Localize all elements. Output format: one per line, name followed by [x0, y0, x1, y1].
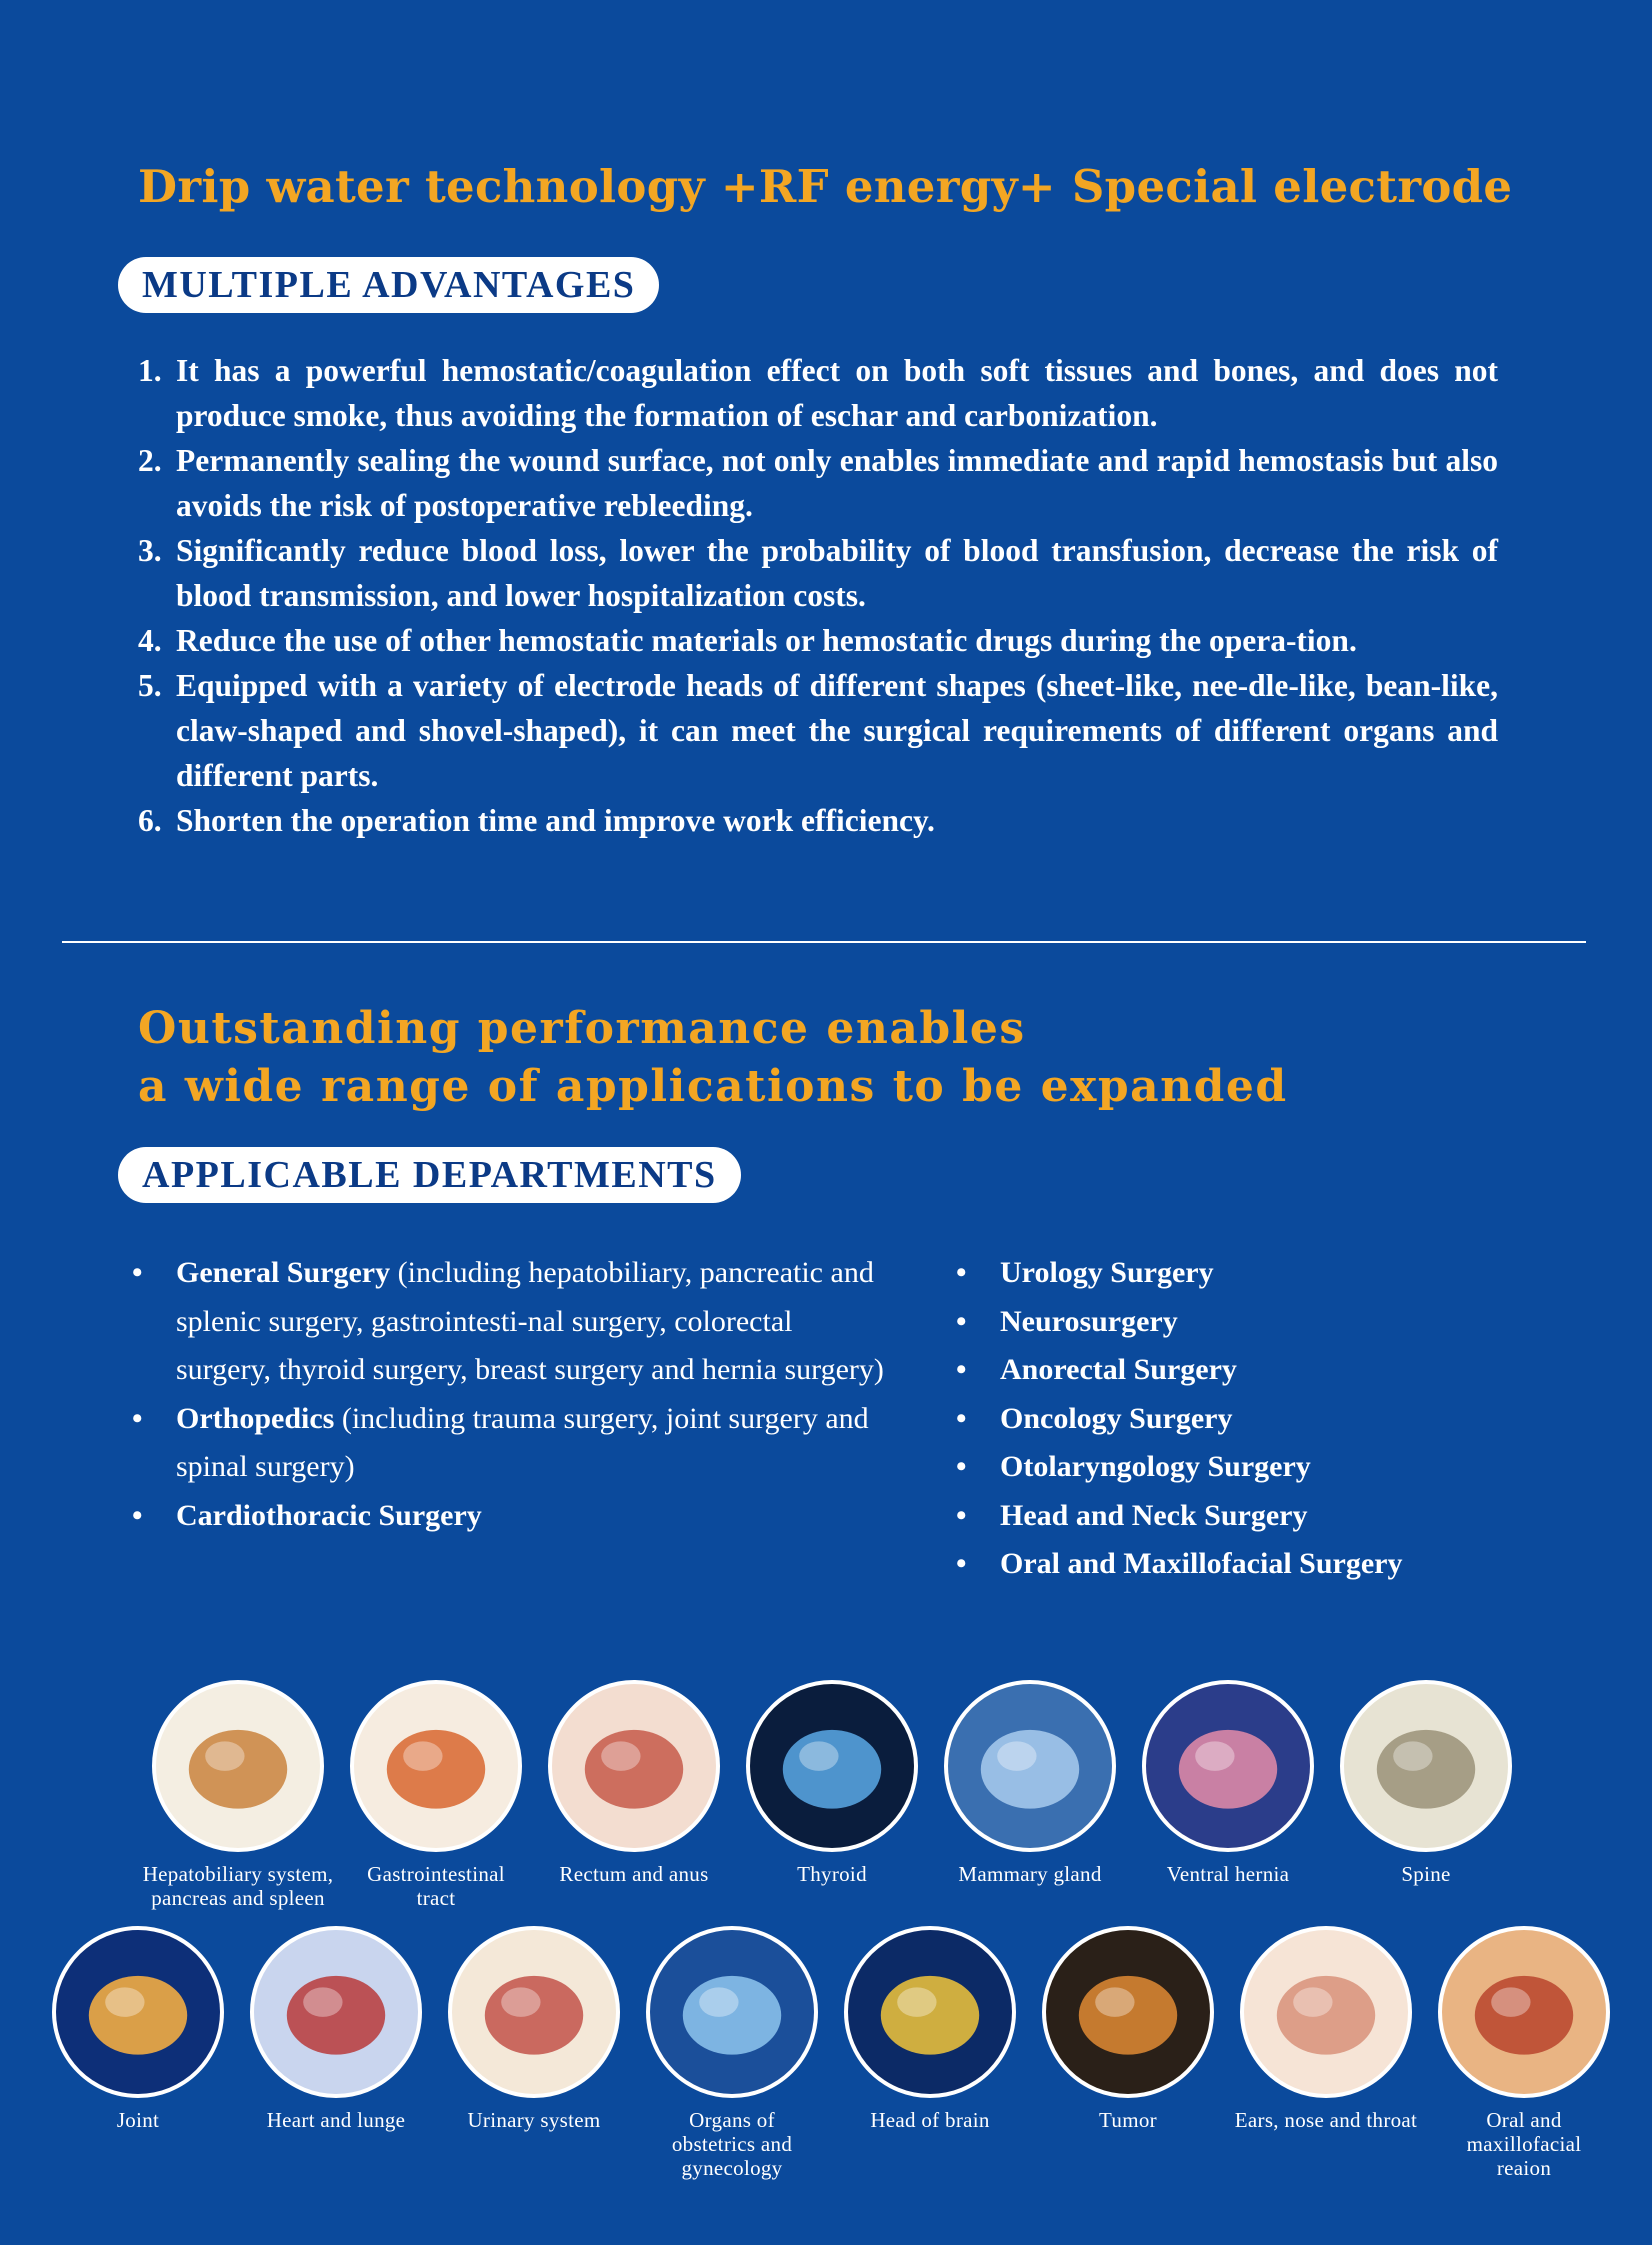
list-item: • Anorectal Surgery [956, 1353, 1237, 1386]
rectum-icon [548, 1680, 720, 1852]
organ-caption-line: Ventral hernia [1166, 1862, 1290, 1886]
organ-caption-line: maxillofacial [1466, 2132, 1582, 2156]
list-item: • General Surgery (including hepatobiliary, pancreatic and splenic surgery, gastrointesti-nal surgery, colorectal surgery, thyroid surgery, breast surgery and hernia surgery) [132, 1256, 884, 1386]
department-name: Cardiothoracic Surgery [176, 1498, 482, 1532]
face-icon [1438, 1926, 1610, 2098]
organ-gallery-row-1 [0, 1680, 1652, 1910]
department-detail: (including trauma surgery, joint surgery and spinal surgery) [176, 1401, 869, 1483]
list-item: 4. Reduce the use of other hemostatic materials or hemostatic drugs during the opera-tion. [138, 623, 1357, 658]
organ-caption [632, 2108, 832, 2180]
brain-icon [844, 1926, 1016, 2098]
organ-caption-line: Thyroid [797, 1862, 867, 1886]
organ-caption-line: obstetrics and [671, 2132, 793, 2156]
breast-icon [944, 1680, 1116, 1852]
organ-caption [732, 1862, 932, 1886]
organ-item [1226, 1926, 1426, 2132]
list-item: • Otolaryngology Surgery [956, 1450, 1311, 1483]
department-name: General Surgery [176, 1256, 391, 1289]
organ-caption-line: Urinary system [467, 2108, 601, 2132]
organ-item [632, 1926, 832, 2180]
list-item: 5. Equipped with a variety of electrode heads of different shapes (sheet-like, nee-dle-like, bean-like, claw-shaped and shovel-shaped), it can meet the surgical requirements of different organs and different parts. [138, 668, 1498, 793]
organ-item [534, 1680, 734, 1886]
advantages-pill-label: MULTIPLE ADVANTAGES [118, 257, 659, 313]
organ-caption [1326, 1862, 1526, 1886]
spine-icon [1340, 1680, 1512, 1852]
organ-caption-line: Gastrointestinal [367, 1862, 505, 1886]
organ-caption-line: Heart and lunge [266, 2108, 406, 2132]
organ-item [38, 1926, 238, 2132]
list-item: • Neurosurgery [956, 1304, 1178, 1338]
departments-list-left [132, 1249, 892, 1540]
department-name: Oral and Maxillofacial Surgery [1000, 1547, 1403, 1580]
organ-caption [1424, 2108, 1624, 2180]
organ-caption-line: Mammary gland [958, 1862, 1102, 1886]
department-name: Head and Neck Surgery [1000, 1498, 1308, 1532]
organ-caption [434, 2108, 634, 2132]
organ-item [138, 1680, 338, 1910]
organ-item [1326, 1680, 1526, 1886]
section-title-performance [138, 1000, 1288, 1116]
list-item: 1. It has a powerful hemostatic/coagulation effect on both soft tissues and bones, and does not produce smoke, thus avoiding the formation of eschar and carbonization. [138, 353, 1498, 433]
list-item: • Orthopedics (including trauma surgery, joint surgery and spinal surgery) [132, 1401, 869, 1483]
urinary-icon [448, 1926, 620, 2098]
organ-item [1128, 1680, 1328, 1886]
organ-gallery-row-2 [0, 1926, 1652, 2180]
department-name: Otolaryngology Surgery [1000, 1450, 1311, 1483]
organ-item [1424, 1926, 1624, 2180]
organ-caption-line: Hepatobiliary system, [142, 1862, 334, 1886]
organ-caption-line: Ears, nose and throat [1234, 2108, 1418, 2132]
tumor-scan-icon [1042, 1926, 1214, 2098]
departments-list-right [956, 1249, 1576, 1589]
advantage-text: Significantly reduce blood loss, lower the probability of blood transfusion, decrease the risk of blood transmission, and lower hospitalization costs. [176, 533, 1498, 613]
organ-caption [534, 1862, 734, 1886]
list-item: • Oncology Surgery [956, 1401, 1233, 1435]
organ-caption [138, 1862, 338, 1910]
organ-caption-line: Tumor [1099, 2108, 1157, 2132]
organ-item [930, 1680, 1130, 1886]
advantage-text: It has a powerful hemostatic/coagulation effect on both soft tissues and bones, and does not produce smoke, thus avoiding the formation of eschar and carbonization. [176, 353, 1498, 433]
liver-pancreas-icon [152, 1680, 324, 1852]
organ-caption-line: Head of brain [870, 2108, 990, 2132]
organ-caption [38, 2108, 238, 2132]
joint-icon [52, 1926, 224, 2098]
advantage-text: Reduce the use of other hemostatic materials or hemostatic drugs during the opera-tion. [176, 623, 1357, 658]
organ-item [732, 1680, 932, 1886]
department-name: Oncology Surgery [1000, 1401, 1233, 1435]
organ-caption [930, 1862, 1130, 1886]
heart-lung-icon [250, 1926, 422, 2098]
organ-caption [1128, 1862, 1328, 1886]
organ-item [830, 1926, 1030, 2132]
advantage-text: Permanently sealing the wound surface, not only enables immediate and rapid hemostasis but also avoids the risk of postoperative rebleeding. [176, 443, 1498, 523]
organ-caption-line: Rectum and anus [559, 1862, 709, 1886]
organ-caption-line: tract [416, 1886, 456, 1910]
list-item: 2. Permanently sealing the wound surface, not only enables immediate and rapid hemostasis but also avoids the risk of postoperative rebleeding. [138, 443, 1498, 523]
organ-caption [1226, 2108, 1426, 2132]
title-line-1: Outstanding performance enables [138, 1003, 1026, 1054]
organ-caption-line: Organs of [689, 2108, 775, 2132]
organ-caption-line: pancreas and spleen [151, 1886, 325, 1910]
department-name: Neurosurgery [1000, 1304, 1178, 1338]
organ-caption [336, 1862, 536, 1910]
organ-caption [830, 2108, 1030, 2132]
list-item: 3. Significantly reduce blood loss, lower the probability of blood transfusion, decrease the risk of blood transmission, and lower hospitalization costs. [138, 533, 1498, 613]
advantage-text: Shorten the operation time and improve work efficiency. [176, 803, 935, 838]
organ-item [236, 1926, 436, 2132]
department-name: Anorectal Surgery [1000, 1353, 1237, 1386]
organ-caption-line: Spine [1401, 1862, 1451, 1886]
section-title-technology: Drip water technology +RF energy+ Special electrode [138, 160, 1513, 213]
advantages-list [138, 348, 1498, 843]
organ-caption-line: gynecology [681, 2156, 783, 2180]
list-item: • Oral and Maxillofacial Surgery [956, 1547, 1403, 1580]
thyroid-icon [746, 1680, 918, 1852]
title-line-2: a wide range of applications to be expanded [138, 1061, 1288, 1112]
department-name: Urology Surgery [1000, 1256, 1214, 1289]
list-item: 6. Shorten the operation time and improve work efficiency. [138, 803, 935, 838]
organ-caption [236, 2108, 436, 2132]
advantage-text: Equipped with a variety of electrode heads of different shapes (sheet-like, nee-dle-like, bean-like, claw-shaped and shovel-shaped), it can meet the surgical requirements of different organs and different parts. [176, 668, 1498, 793]
organ-item [336, 1680, 536, 1910]
department-detail: (including hepatobiliary, pancreatic and splenic surgery, gastrointesti-nal surgery, colorectal surgery, thyroid surgery, breast surgery and hernia surgery) [176, 1256, 884, 1386]
department-name: Orthopedics [176, 1401, 335, 1435]
departments-pill-label: APPLICABLE DEPARTMENTS [118, 1147, 741, 1203]
ear-icon [1240, 1926, 1412, 2098]
organ-caption [1028, 2108, 1228, 2132]
intestine-icon [350, 1680, 522, 1852]
list-item: • Urology Surgery [956, 1256, 1214, 1289]
organ-item [1028, 1926, 1228, 2132]
list-item: • Cardiothoracic Surgery [132, 1498, 482, 1532]
organ-caption-line: reaion [1496, 2156, 1552, 2180]
organ-item [434, 1926, 634, 2132]
organ-caption-line: Joint [116, 2108, 160, 2132]
section-divider [62, 941, 1586, 943]
hernia-icon [1142, 1680, 1314, 1852]
organ-caption-line: Oral and [1486, 2108, 1562, 2132]
list-item: • Head and Neck Surgery [956, 1498, 1308, 1532]
uterus-icon [646, 1926, 818, 2098]
